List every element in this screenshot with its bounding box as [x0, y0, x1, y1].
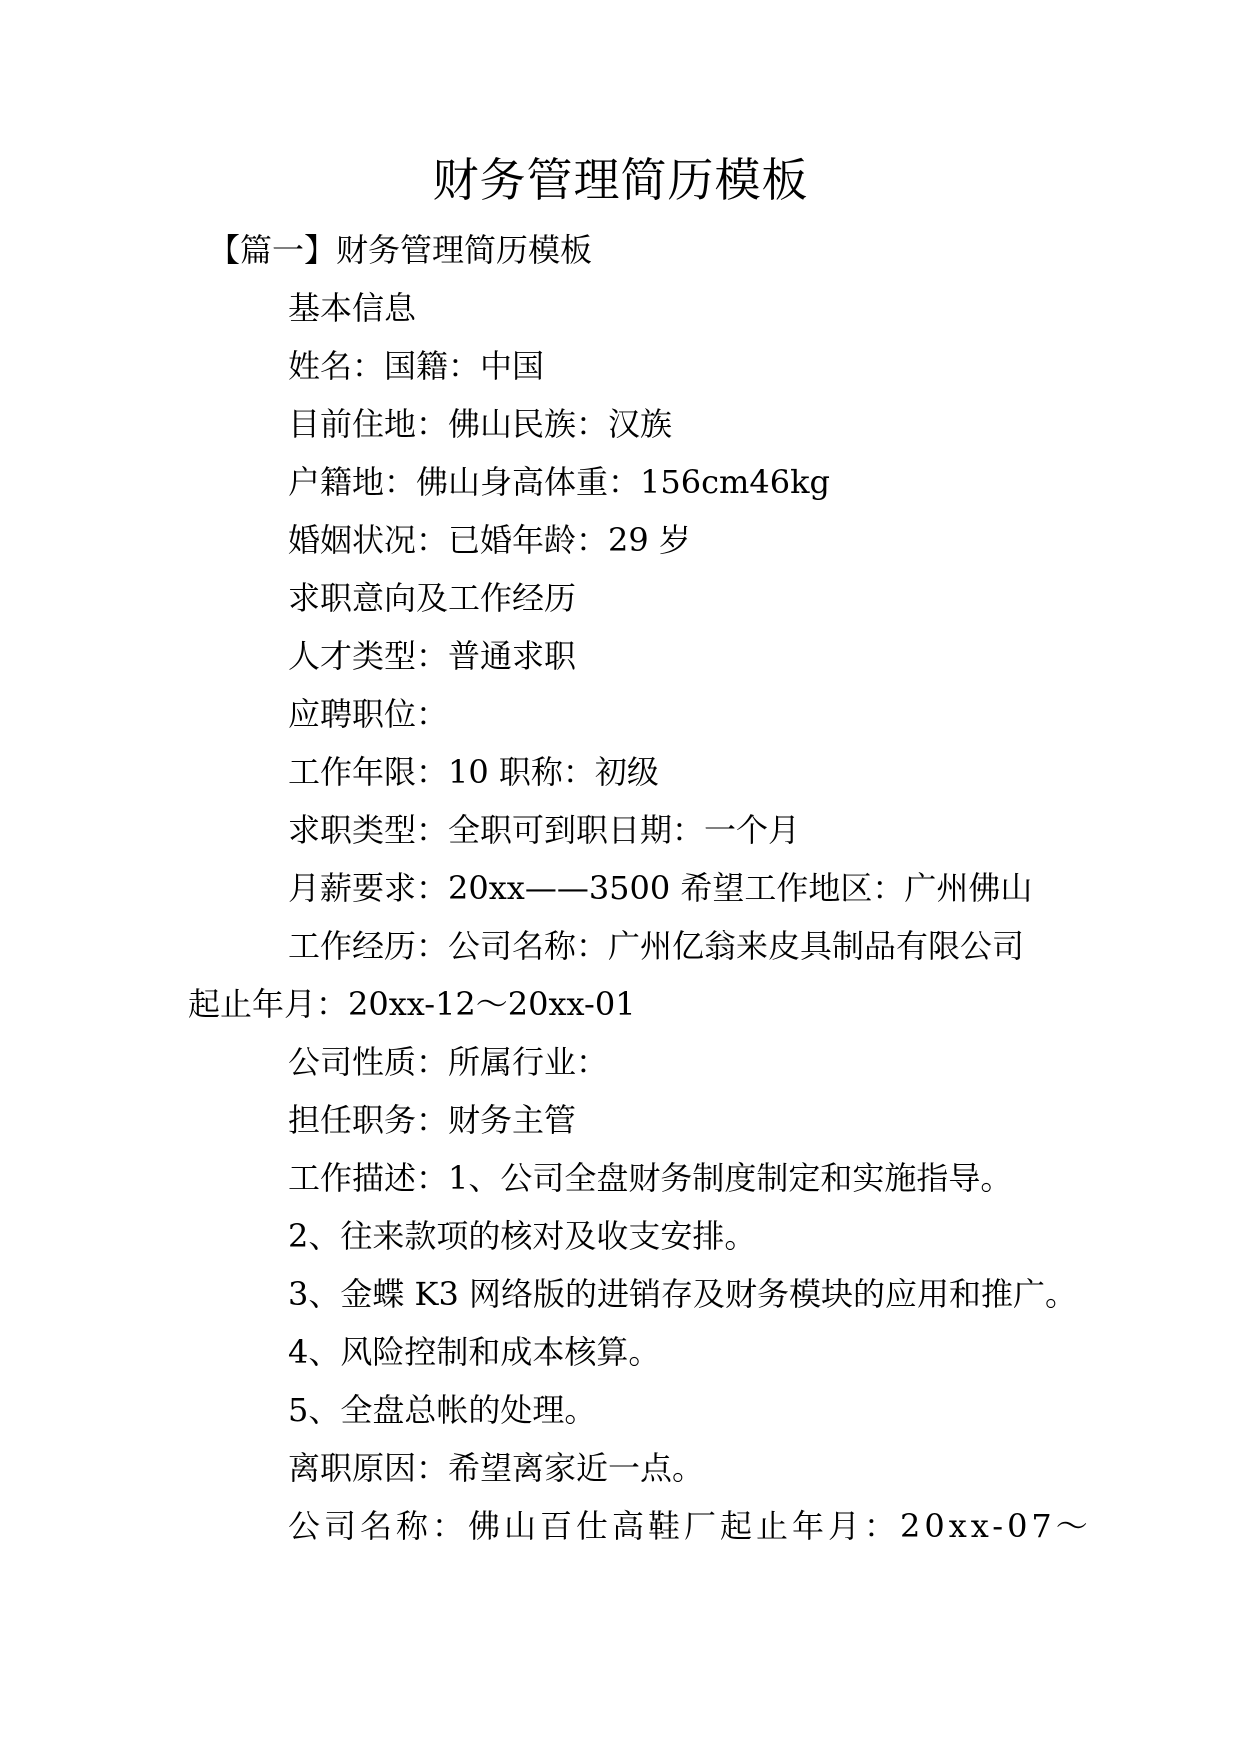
- text-line: 应聘职位：: [288, 695, 449, 733]
- text-line: 公司性质：所属行业：: [288, 1043, 609, 1081]
- text-line: 起止年月：20xx-12～20xx-01: [188, 985, 636, 1023]
- section-heading: 【篇一】财务管理简历模板: [208, 231, 593, 269]
- text-line: 求职意向及工作经历: [288, 579, 577, 617]
- text-line: 姓名：国籍：中国: [288, 347, 545, 385]
- text-line: 婚姻状况：已婚年龄：29 岁: [288, 521, 691, 559]
- text-line: 担任职务：财务主管: [288, 1101, 577, 1139]
- text-line: 目前住地：佛山民族：汉族: [288, 405, 673, 443]
- text-line: 5、全盘总帐的处理。: [288, 1391, 597, 1429]
- text-line: 基本信息: [288, 289, 417, 327]
- text-line: 工作年限：10 职称：初级: [288, 753, 659, 791]
- text-line: 3、金蝶 K3 网络版的进销存及财务模块的应用和推广。: [288, 1275, 1077, 1313]
- text-line: 工作经历：公司名称：广州亿翁来皮具制品有限公司: [288, 927, 1025, 965]
- text-line: 求职类型：全职可到职日期：一个月: [288, 811, 801, 849]
- text-line: 工作描述：1、公司全盘财务制度制定和实施指导。: [288, 1159, 1013, 1197]
- text-line: 4、风险控制和成本核算。: [288, 1333, 661, 1371]
- text-line: 户籍地：佛山身高体重：156cm46kg: [288, 463, 830, 501]
- text-line: 人才类型：普通求职: [288, 637, 577, 675]
- text-line: 月薪要求：20xx——3500 希望工作地区：广州佛山: [288, 869, 1033, 907]
- text-line: 2、往来款项的核对及收支安排。: [288, 1217, 757, 1255]
- text-line: 公司名称：佛山百仕高鞋厂起止年月：20xx-07～: [288, 1507, 1092, 1545]
- text-line: 离职原因：希望离家近一点。: [288, 1449, 705, 1487]
- document-title: 财务管理简历模板: [432, 153, 809, 207]
